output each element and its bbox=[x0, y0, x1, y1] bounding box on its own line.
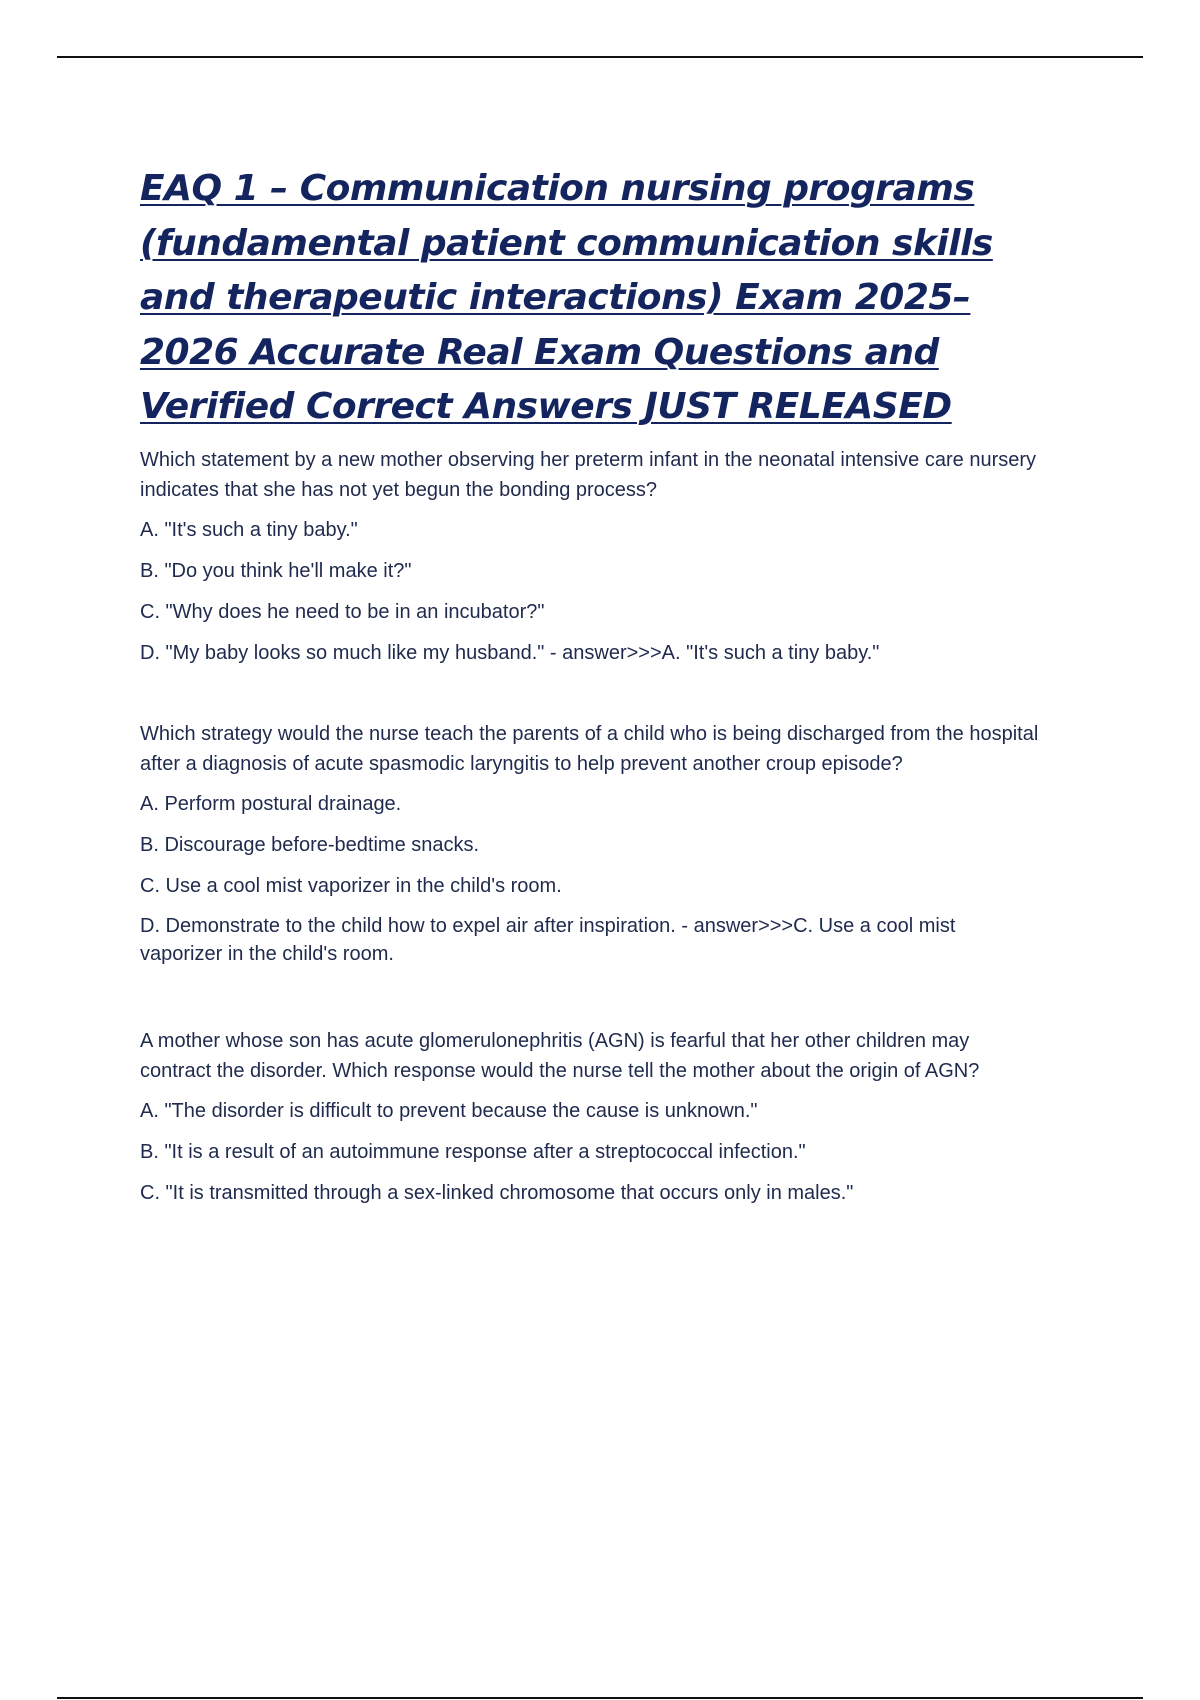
answer-option: B. "Do you think he'll make it?" bbox=[140, 559, 412, 582]
question-text: A mother whose son has acute glomerulonephritis (AGN) is fearful that her other children may contract the disorder. Which response would the nurse tell the mother about the origin of AGN? bbox=[140, 1029, 980, 1082]
document-title: EAQ 1 – Communication nursing programs (fundamental patient communication skills and therapeutic interactions) Exam 2025–2026 Accurate Real Exam Questions and Verified Correct Answers JUST RELEASED bbox=[140, 168, 993, 427]
question-block bbox=[140, 445, 1040, 668]
question-block bbox=[140, 1026, 1040, 1208]
answer-option: A. Perform postural drainage. bbox=[140, 792, 402, 815]
spacer bbox=[140, 979, 1040, 1026]
header-rule bbox=[57, 56, 1143, 58]
document-body bbox=[140, 162, 1040, 1219]
answer-option: C. "It is transmitted through a sex-linked chromosome that occurs only in males." bbox=[140, 1181, 854, 1204]
answer-option: B. Discourage before-bedtime snacks. bbox=[140, 833, 480, 856]
answer-option: B. "It is a result of an autoimmune response after a streptococcal infection." bbox=[140, 1140, 806, 1163]
footer-rule bbox=[57, 1697, 1143, 1699]
answer-option: C. "Why does he need to be in an incubator?" bbox=[140, 600, 545, 623]
question-text: Which strategy would the nurse teach the parents of a child who is being discharged from the hospital after a diagnosis of acute spasmodic laryngitis to help prevent another croup episode? bbox=[140, 722, 1039, 775]
answer-option: D. "My baby looks so much like my husband." - answer>>>A. "It's such a tiny baby." bbox=[140, 641, 880, 664]
answer-option: D. Demonstrate to the child how to expel air after inspiration. - answer>>>C. Use a cool mist vaporizer in the child's room. bbox=[140, 914, 956, 965]
answer-option: A. "It's such a tiny baby." bbox=[140, 518, 358, 541]
answer-option: A. "The disorder is difficult to prevent because the cause is unknown." bbox=[140, 1099, 758, 1122]
question-block bbox=[140, 719, 1040, 968]
answer-option: C. Use a cool mist vaporizer in the child's room. bbox=[140, 874, 562, 897]
question-text: Which statement by a new mother observing her preterm infant in the neonatal intensive care nursery indicates that she has not yet begun the bonding process? bbox=[140, 448, 1037, 501]
spacer bbox=[140, 679, 1040, 719]
